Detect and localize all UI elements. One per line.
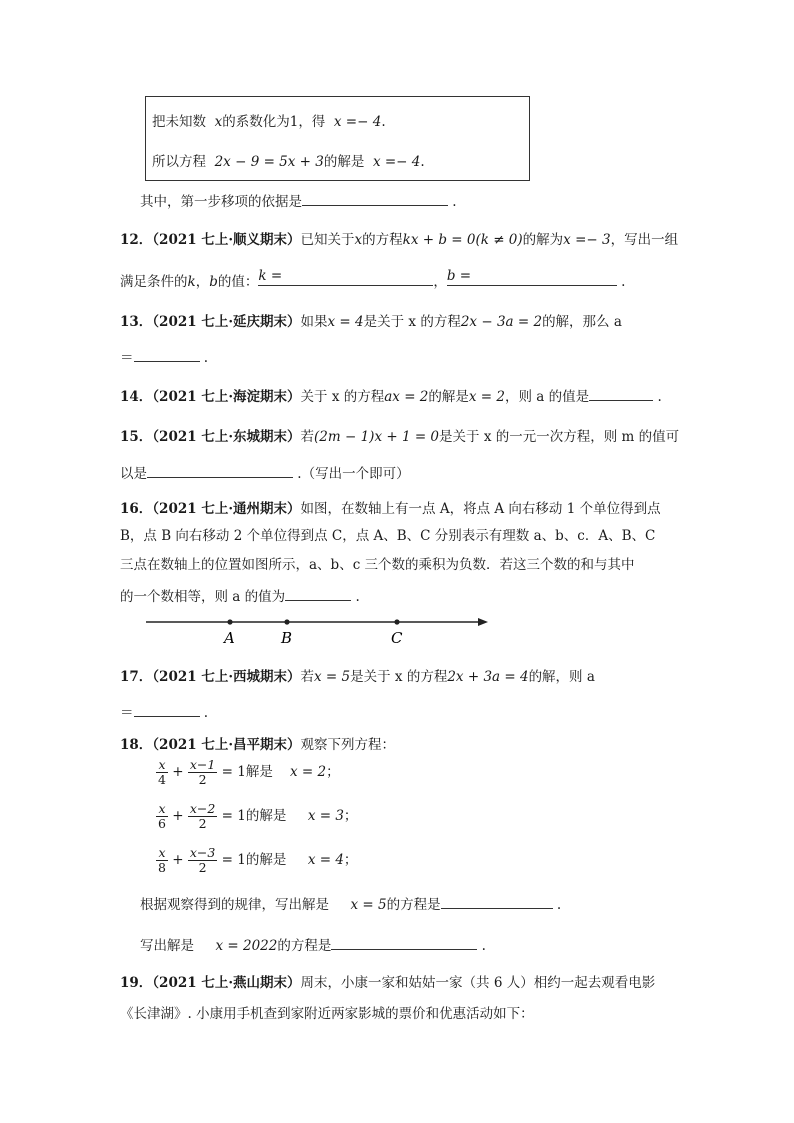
answer-blank[interactable] [134, 702, 200, 717]
equation-row-2: $\frac{x}{6}$ + $\frac{x-2}{2}$ = 1的解是 x = 3； [158, 801, 358, 831]
q11-tail: 其中，第一步移项的依据是 . [140, 190, 457, 210]
label-b: B [281, 629, 293, 647]
question-13: 13．（2021 七上·延庆期末）如果x = 4是关于 x 的方程2x − 3a = 2的解，那么 a [120, 314, 622, 330]
question-13-line-2: ＝ . [120, 346, 208, 366]
answer-blank[interactable] [441, 894, 553, 909]
question-16-line-3: 三点在数轴上的位置如图所示，a、b、c 三个数的乘积为负数．若这三个数的和与其中 [120, 557, 635, 573]
equation-row-1: $\frac{x}{4}$ + $\frac{x-1}{2}$ = 1解是 x = 2； [158, 757, 340, 787]
point-c [394, 619, 399, 624]
number-line-arrow [478, 618, 488, 626]
box-line-1: 把未知数 x的系数化为1，得 x =− 4. [152, 114, 386, 130]
label-a: A [224, 629, 235, 647]
point-b [284, 619, 289, 624]
question-18: 18．（2021 七上·昌平期末）观察下列方程： [120, 737, 396, 753]
question-15-line-2: 以是 .（写出一个即可） [120, 462, 410, 482]
box-line-2: 所以方程 2x − 9 = 5x + 3的解是 x =− 4. [152, 154, 425, 170]
question-19: 19．（2021 七上·燕山期末）周末，小康一家和姑姑一家（共 6 人）相约一起去观看电影 [120, 975, 656, 991]
answer-blank[interactable] [134, 347, 200, 362]
number-line [140, 612, 500, 648]
equation-row-3: $\frac{x}{8}$ + $\frac{x-3}{2}$ = 1的解是 x = 4； [158, 845, 358, 875]
b-answer-blank[interactable]: b = [447, 271, 617, 286]
answer-blank[interactable] [302, 191, 448, 206]
question-18-part-a: 根据观察得到的规律，写出解是 x = 5的方程是 . [140, 893, 561, 913]
question-14: 14．（2021 七上·海淀期末）关于 x 的方程ax = 2的解是x = 2，则 a 的值是 . [120, 385, 662, 405]
question-15: 15．（2021 七上·东城期末）若(2m − 1)x + 1 = 0是关于 x 的一元一次方程，则 m 的值可 [120, 429, 680, 445]
question-12: 12．（2021 七上·顺义期末）已知关于x的方程kx + b = 0(k ≠ 0)的解为x =− 3，写出一组 [120, 232, 679, 248]
question-18-part-b: 写出解是 x = 2022的方程是 . [140, 934, 486, 954]
question-19-line-2: 《长津湖》. 小康用手机查到家附近两家影城的票价和优惠活动如下： [120, 1006, 534, 1022]
question-17-line-2: ＝ . [120, 701, 208, 721]
answer-blank[interactable] [285, 586, 351, 601]
answer-blank[interactable] [589, 386, 653, 401]
question-12-line-2: 满足条件的k，b的值： k = ， b = . [120, 268, 626, 290]
answer-blank[interactable] [331, 935, 477, 950]
question-17: 17．（2021 七上·西城期末）若x = 5是关于 x 的方程2x + 3a = 4的解，则 a [120, 669, 595, 685]
k-answer-blank[interactable]: k = [258, 271, 433, 286]
point-a [227, 619, 232, 624]
answer-blank[interactable] [147, 463, 293, 478]
question-16: 16．（2021 七上·通州期末）如图，在数轴上有一点 A，将点 A 向右移动 1 个单位得到点 [120, 501, 661, 517]
question-16-line-2: B，点 B 向右移动 2 个单位得到点 C，点 A、B、C 分别表示有理数 a、b、c．A、B、C [120, 528, 656, 544]
label-c: C [391, 629, 403, 647]
question-16-line-4: 的一个数相等，则 a 的值为 . [120, 585, 360, 605]
